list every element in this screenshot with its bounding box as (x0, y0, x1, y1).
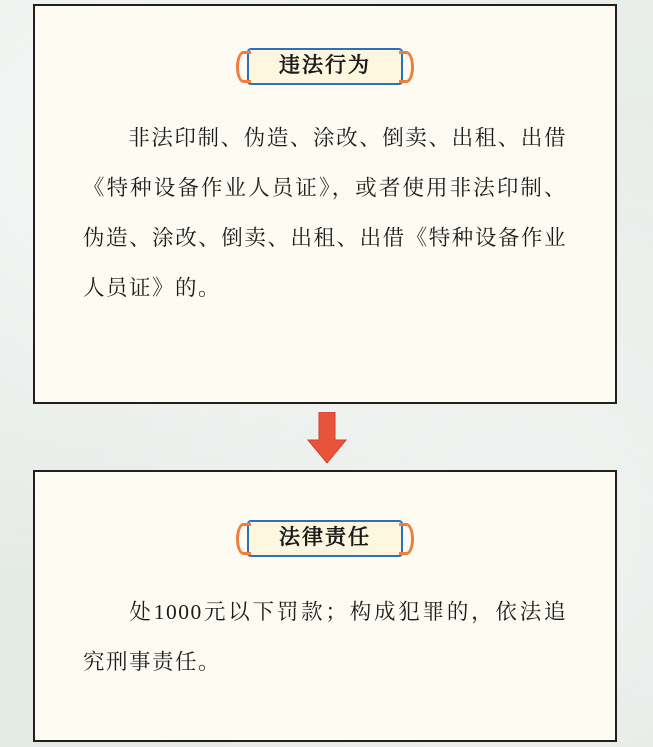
liability-text: 处1000元以下罚款；构成犯罪的，依法追究刑事责任。 (83, 600, 567, 674)
violation-badge: 违法行为 (247, 48, 403, 85)
violation-text-block (83, 113, 567, 313)
liability-card (33, 470, 617, 742)
arrow-connector (0, 412, 653, 464)
violation-card (33, 4, 617, 404)
down-arrow-icon (307, 412, 347, 464)
violation-badge-wrap (35, 48, 615, 85)
liability-text-block (83, 587, 567, 687)
liability-badge: 法律责任 (247, 520, 403, 557)
liability-badge-wrap (35, 520, 615, 557)
right-margin (620, 0, 653, 747)
left-margin (0, 0, 33, 747)
violation-text: 非法印制、伪造、涂改、倒卖、出租、出借《特种设备作业人员证》，或者使用非法印制、伪造、涂改、倒卖、出租、出借《特种设备作业人员证》的。 (83, 126, 567, 300)
